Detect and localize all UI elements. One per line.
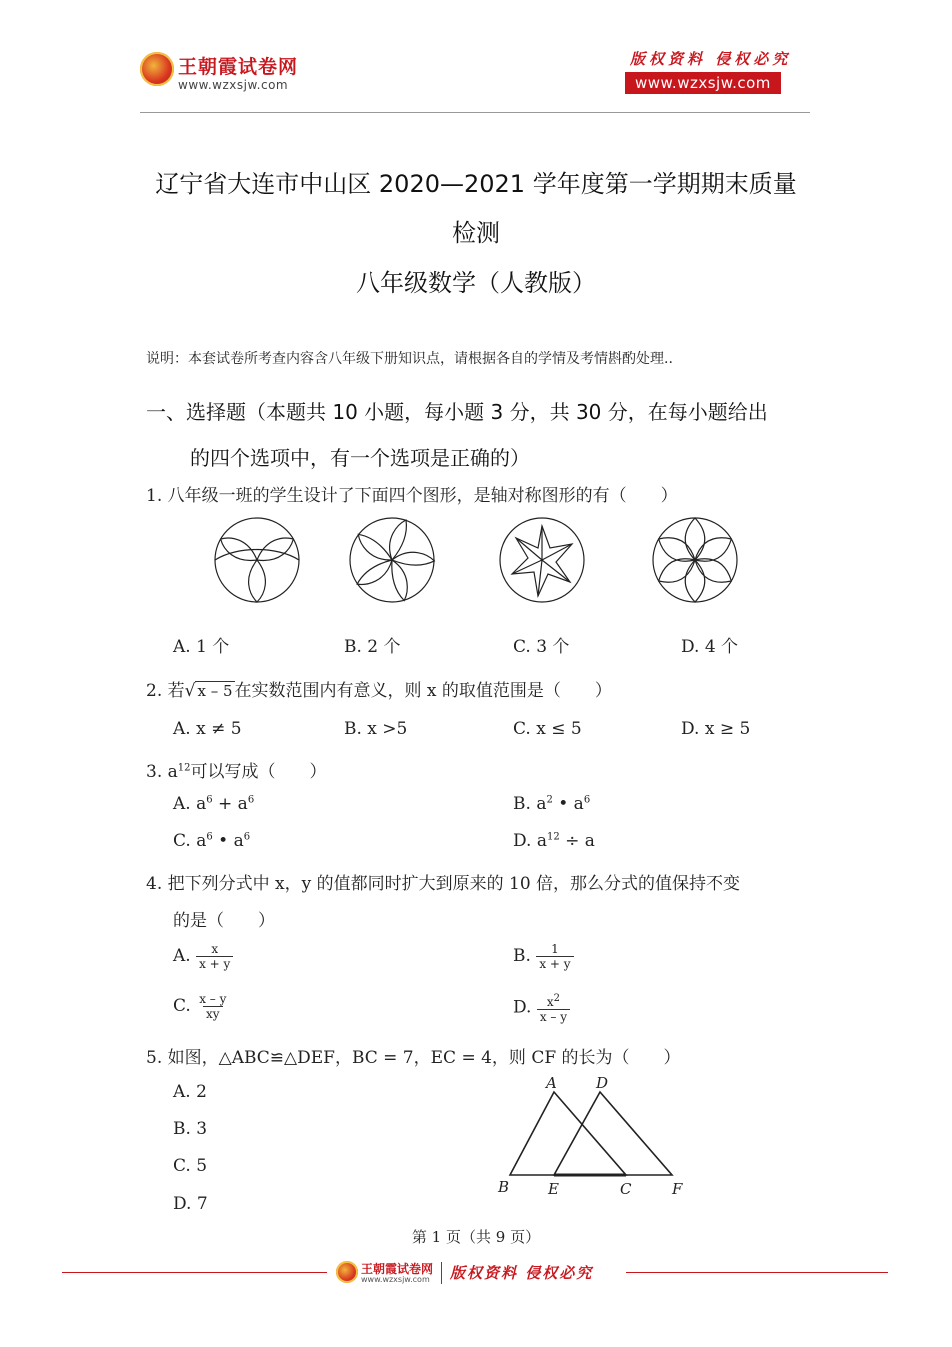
triangle-abc (510, 1092, 626, 1175)
vertex-label-e: E (548, 1180, 559, 1198)
question-5-option-c[interactable]: C. 5 (173, 1156, 208, 1176)
fraction: $\frac{1}{x + y}$ (536, 942, 573, 971)
vertex-label-c: C (620, 1180, 632, 1198)
question-4-stem-line1: 4. 把下列分式中 x，y 的值都同时扩大到原来的 10 倍，那么分式的值保持不变 (146, 874, 741, 894)
sqrt-symbol-icon: √ (184, 681, 196, 701)
figure-1-three-petal (215, 518, 299, 602)
question-1-option-b[interactable]: B. 2 个 (344, 637, 401, 657)
copyright-notice: 版权资料 侵权必究 (630, 50, 792, 68)
question-5-option-a[interactable]: A. 2 (173, 1082, 207, 1102)
question-2-option-a[interactable]: A. x ≠ 5 (173, 719, 242, 739)
footer-divider-right (626, 1272, 888, 1273)
site-url-banner[interactable]: www.wzxsjw.com (625, 72, 781, 94)
question-4-option-d[interactable]: D. $\frac{x^2}{x - y}$ (513, 992, 570, 1024)
fraction: $\frac{x^2}{x - y}$ (537, 992, 570, 1024)
question-1-option-a[interactable]: A. 1 个 (173, 637, 230, 657)
section-heading-line2: 的四个选项中，有一个选项是正确的） (190, 446, 530, 470)
site-logo-text: 王朝霞试卷网 (178, 56, 299, 78)
question-3-option-a[interactable]: A. $a^6 + a^6$ (173, 794, 255, 814)
section-heading-line1: 一、选择题（本题共 10 小题，每小题 3 分，共 30 分，在每小题给出 (146, 400, 768, 424)
question-1-option-c[interactable]: C. 3 个 (513, 637, 570, 657)
question-1-option-d[interactable]: D. 4 个 (681, 637, 739, 657)
exam-title-line1: 辽宁省大连市中山区 2020—2021 学年度第一学期期末质量 (155, 170, 797, 198)
question-4-stem-line2: 的是（ ） (173, 911, 275, 931)
question-2-option-d[interactable]: D. x ≥ 5 (681, 719, 751, 739)
site-logo-url[interactable]: www.wzxsjw.com (178, 78, 289, 92)
question-4-option-c[interactable]: C. $\frac{x - y}{xy}$ (173, 992, 229, 1021)
question-2-option-b[interactable]: B. x >5 (344, 719, 408, 739)
question-4-option-a[interactable]: A. $\frac{x}{x + y}$ (173, 942, 233, 971)
question-5-stem: 5. 如图，△ABC≌△DEF，BC = 7，EC = 4，则 CF 的长为（ ） (146, 1048, 681, 1068)
site-logo-icon (140, 52, 174, 86)
vertex-label-f: F (672, 1180, 683, 1198)
radicand: x – 5 (197, 682, 233, 700)
question-5-option-b[interactable]: B. 3 (173, 1119, 208, 1139)
exam-title-line2: 检测 (452, 219, 500, 247)
vertex-label-a: A (546, 1074, 557, 1092)
vertex-label-d: D (596, 1074, 609, 1092)
exam-note: 说明：本套试卷所考查内容含八年级下册知识点，请根据各自的学情及考情斟酌处理.. (146, 351, 673, 367)
triangle-def (554, 1092, 672, 1175)
question-2-stem: 2. 若√ x – 5 在实数范围内有意义，则 x 的取值范围是（ ） (146, 681, 612, 701)
footer-vertical-divider (441, 1262, 442, 1284)
question-3-stem: 3. $a^{12}$可以写成（ ） (146, 762, 327, 782)
question-3-option-b[interactable]: B. $a^2$ • $a^6$ (513, 794, 591, 814)
fraction: $\frac{x - y}{xy}$ (199, 992, 227, 1021)
question-1-figures (200, 510, 760, 610)
header-divider (140, 112, 810, 113)
footer-logo-text: 王朝霞试卷网 (361, 1262, 434, 1276)
footer-copyright-notice: 版权资料 侵权必究 (450, 1264, 594, 1282)
figure-4-six-petal (653, 518, 737, 602)
page-number: 第 1 页（共 9 页） (411, 1228, 541, 1246)
figure-3-star (500, 518, 584, 602)
exam-subtitle: 八年级数学（人教版） (356, 269, 596, 297)
vertex-label-b: B (498, 1178, 510, 1196)
question-5-triangle-figure (490, 1070, 700, 1200)
question-5-option-d[interactable]: D. 7 (173, 1194, 208, 1214)
figure-2-pinwheel (350, 518, 434, 602)
question-1-stem: 1. 八年级一班的学生设计了下面四个图形，是轴对称图形的有（ ） (146, 486, 678, 506)
footer-logo-icon (336, 1261, 358, 1283)
question-3-option-d[interactable]: D. $a^{12} \div a$ (513, 831, 595, 851)
footer-logo-url[interactable]: www.wzxsjw.com (361, 1275, 430, 1284)
question-4-option-b[interactable]: B. $\frac{1}{x + y}$ (513, 942, 574, 971)
question-2-option-c[interactable]: C. x ≤ 5 (513, 719, 582, 739)
fraction: $\frac{x}{x + y}$ (196, 942, 233, 971)
footer-divider-left (62, 1272, 327, 1273)
question-3-option-c[interactable]: C. $a^6$ • $a^6$ (173, 831, 251, 851)
